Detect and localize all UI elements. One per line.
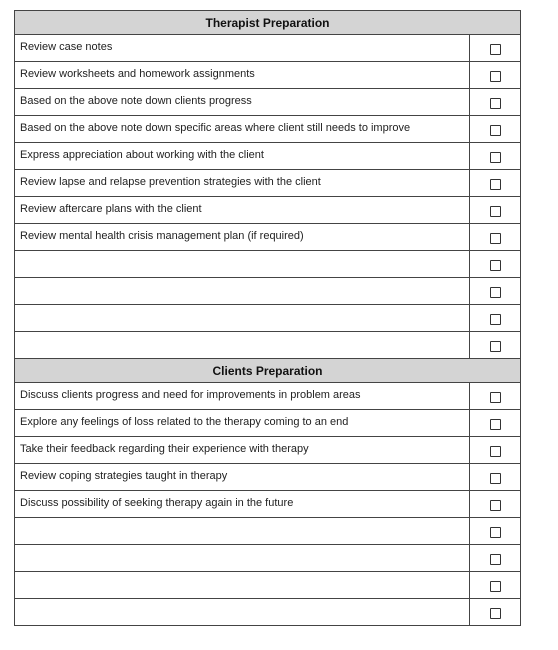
checklist-row [15,116,521,143]
checkbox[interactable] [490,206,501,217]
preparation-checklist [14,10,521,626]
checkbox[interactable] [490,44,501,55]
checklist-row [15,62,521,89]
checklist-row [15,572,521,599]
checkbox-cell [470,410,521,437]
checklist-row [15,518,521,545]
checklist-item-label: Review worksheets and homework assignments [15,62,470,89]
checkbox[interactable] [490,152,501,163]
checklist-item-label [15,572,470,599]
checklist-item-label: Discuss possibility of seeking therapy again in the future [15,491,470,518]
checkbox[interactable] [490,71,501,82]
checklist-row [15,143,521,170]
checkbox[interactable] [490,581,501,592]
checkbox[interactable] [490,233,501,244]
checklist-row [15,464,521,491]
checkbox-cell [470,224,521,251]
checklist-row [15,278,521,305]
checklist-row [15,545,521,572]
checklist-row [15,305,521,332]
checkbox[interactable] [490,446,501,457]
checkbox[interactable] [490,125,501,136]
checklist-item-label: Express appreciation about working with the client [15,143,470,170]
checkbox[interactable] [490,287,501,298]
checklist-item-label: Based on the above note down clients progress [15,89,470,116]
checkbox-cell [470,170,521,197]
checkbox[interactable] [490,554,501,565]
checkbox[interactable] [490,314,501,325]
checkbox-cell [470,332,521,359]
checkbox[interactable] [490,419,501,430]
checkbox[interactable] [490,341,501,352]
section-title: Therapist Preparation [15,11,521,35]
checklist-item-label: Discuss clients progress and need for improvements in problem areas [15,383,470,410]
checkbox-cell [470,437,521,464]
checklist-item-label: Review coping strategies taught in therapy [15,464,470,491]
checkbox-cell [470,491,521,518]
checklist-row [15,410,521,437]
checkbox-cell [470,35,521,62]
checkbox-cell [470,305,521,332]
checkbox-cell [470,383,521,410]
section-header [15,11,521,35]
checkbox-cell [470,89,521,116]
checklist-row [15,89,521,116]
checkbox-cell [470,278,521,305]
checklist-row [15,332,521,359]
checklist-item-label [15,545,470,572]
checklist-item-label: Review lapse and relapse prevention strategies with the client [15,170,470,197]
section-header [15,359,521,383]
checklist-row [15,197,521,224]
checklist-item-label: Take their feedback regarding their experience with therapy [15,437,470,464]
checkbox[interactable] [490,500,501,511]
checklist-item-label [15,278,470,305]
checkbox[interactable] [490,98,501,109]
checkbox-cell [470,251,521,278]
checkbox-cell [470,464,521,491]
checklist-item-label [15,305,470,332]
checklist-item-label: Explore any feelings of loss related to the therapy coming to an end [15,410,470,437]
checkbox[interactable] [490,608,501,619]
checklist-item-label [15,599,470,626]
checkbox-cell [470,62,521,89]
checkbox-cell [470,518,521,545]
checklist-item-label [15,332,470,359]
checkbox[interactable] [490,527,501,538]
checkbox-cell [470,572,521,599]
checkbox[interactable] [490,179,501,190]
checklist-row [15,35,521,62]
checklist-row [15,491,521,518]
checkbox-cell [470,599,521,626]
checklist-item-label [15,518,470,545]
checklist-row [15,170,521,197]
checkbox-cell [470,116,521,143]
checkbox-cell [470,197,521,224]
checklist-row [15,251,521,278]
checklist-item-label: Review case notes [15,35,470,62]
checklist-row [15,599,521,626]
checklist-item-label [15,251,470,278]
checklist-item-label: Review aftercare plans with the client [15,197,470,224]
checklist-item-label: Based on the above note down specific areas where client still needs to improve [15,116,470,143]
checklist-row [15,383,521,410]
section-title: Clients Preparation [15,359,521,383]
checklist-item-label: Review mental health crisis management plan (if required) [15,224,470,251]
checkbox[interactable] [490,260,501,271]
checklist-row [15,437,521,464]
checkbox[interactable] [490,392,501,403]
checkbox-cell [470,545,521,572]
checkbox[interactable] [490,473,501,484]
checklist-row [15,224,521,251]
checklist-body [15,11,521,626]
checkbox-cell [470,143,521,170]
